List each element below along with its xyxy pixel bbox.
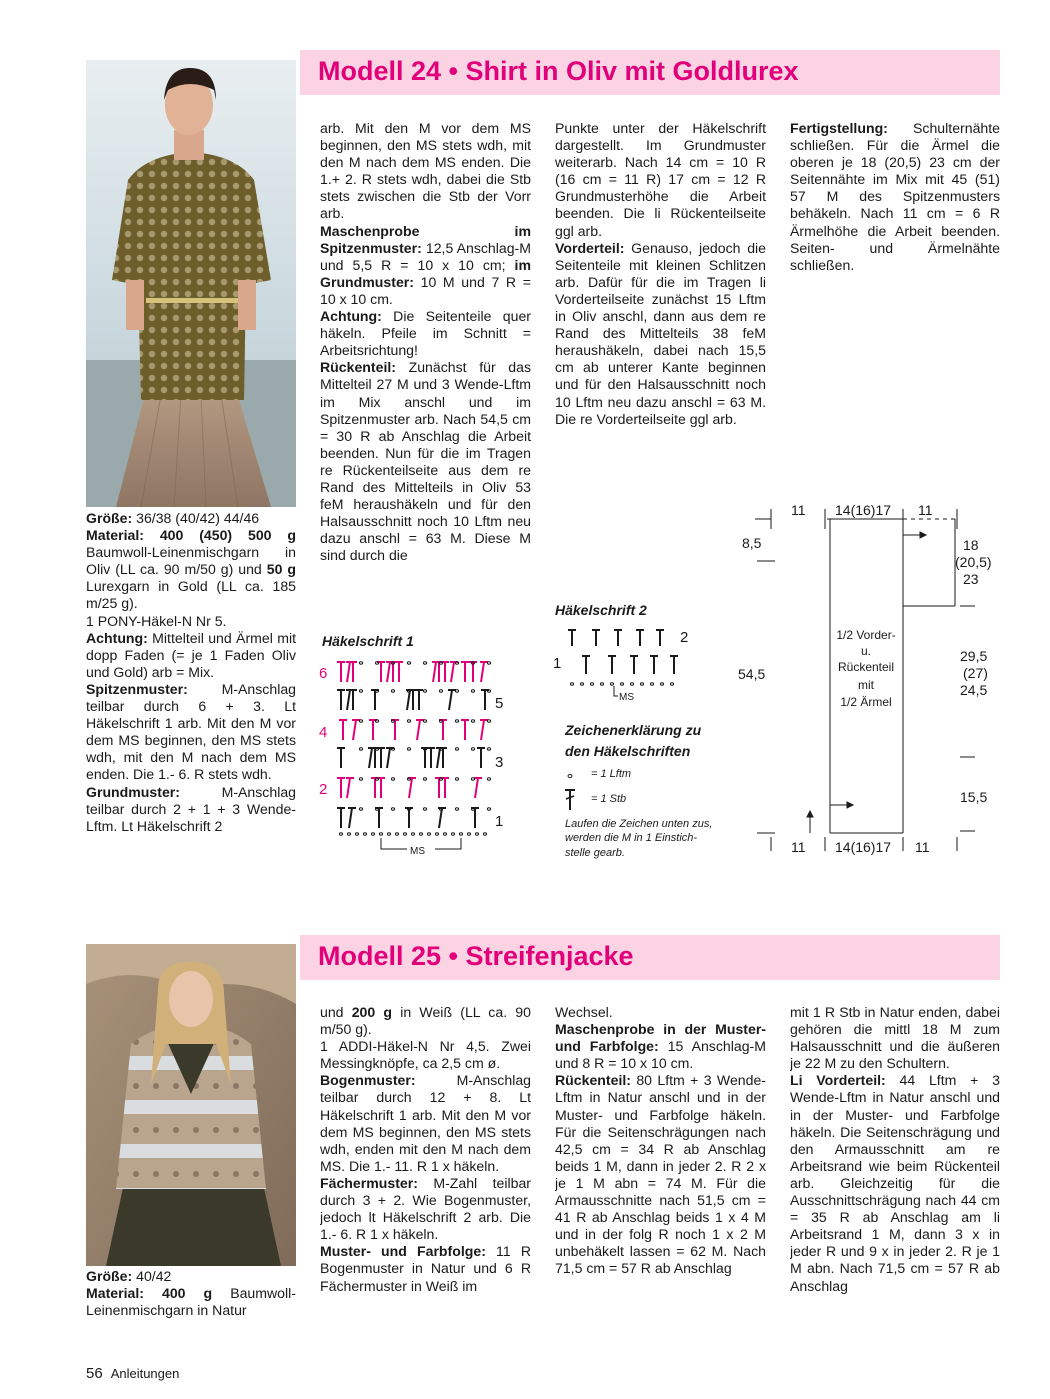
m25c1-p0: Größe: 40/42 bbox=[86, 1268, 172, 1284]
sch-right-sleeve-3: 23 bbox=[963, 571, 979, 587]
stitch-symbol bbox=[437, 748, 440, 768]
chain-symbol bbox=[407, 748, 410, 750]
stitch-symbol bbox=[407, 690, 410, 710]
chain-symbol bbox=[471, 690, 474, 692]
chart1-row-1: 1 bbox=[495, 813, 504, 830]
chain-symbol bbox=[455, 748, 458, 750]
chain-symbol bbox=[359, 748, 362, 750]
sch-bottom-mid: 14(16)17 bbox=[835, 839, 892, 855]
legend-lftm: = 1 Lftm bbox=[591, 768, 632, 780]
sch-top-left: 11 bbox=[791, 502, 806, 518]
model25-column-4 bbox=[790, 1004, 1000, 1324]
stitch-symbol bbox=[451, 662, 454, 682]
stitch-symbol bbox=[369, 748, 372, 768]
chart2-title: Häkelschrift 2 bbox=[555, 602, 647, 618]
chart2-row-2: 2 bbox=[680, 629, 689, 646]
legend-stb: = 1 Stb bbox=[591, 793, 627, 805]
chain-symbol bbox=[610, 683, 613, 685]
chart1-title: Häkelschrift 1 bbox=[322, 633, 414, 649]
chart1-row-labels-right bbox=[495, 695, 503, 830]
chain-symbol bbox=[487, 720, 490, 722]
sch-center-3: Rückenteil bbox=[837, 660, 895, 674]
chain-symbol bbox=[487, 778, 490, 780]
stitch-symbol bbox=[439, 808, 442, 828]
chain-symbol bbox=[439, 690, 442, 692]
sch-right-low: 15,5 bbox=[960, 789, 988, 805]
stitch-symbol bbox=[387, 662, 390, 682]
chain-symbol bbox=[371, 833, 374, 835]
crochet-chart-2 bbox=[550, 598, 750, 708]
model24-column-3 bbox=[555, 120, 766, 475]
chart1-row-2: 2 bbox=[319, 781, 328, 798]
m24c1-p4: Spitzenmuster: M-Anschlag teilbar durch 6 + 3. Lt Häkelschrift 1 arb. Mit den M vor dem MS beginnen, den MS stets wdh, mit den M nach dem MS enden. Die 1.- 6. R stets wdh. bbox=[86, 680, 296, 783]
chain-symbol bbox=[590, 683, 593, 685]
legend-title-2: den Häkelschriften bbox=[565, 743, 691, 759]
chart1-row-labels-left bbox=[319, 665, 327, 798]
chain-symbol bbox=[391, 778, 394, 780]
model24-photo bbox=[86, 60, 296, 507]
legend-note-3: stelle gearb. bbox=[565, 847, 625, 859]
m24c1-p2: 1 PONY-Häkel-N Nr 5. bbox=[86, 612, 227, 629]
symbol-legend bbox=[560, 718, 760, 863]
stitch-symbol bbox=[349, 808, 352, 828]
chain-symbol bbox=[650, 683, 653, 685]
sch-bottom-left: 11 bbox=[791, 839, 806, 855]
sch-center-2: u. bbox=[860, 644, 872, 658]
chain-symbol bbox=[391, 808, 394, 810]
garment-schematic bbox=[735, 495, 1015, 860]
model25-column-3 bbox=[555, 1004, 766, 1324]
chain-symbol bbox=[580, 683, 583, 685]
model24-title: Modell 24 • Shirt in Oliv mit Goldlurex bbox=[318, 56, 799, 86]
stitch-symbol bbox=[449, 690, 452, 710]
chain-symbol bbox=[630, 683, 633, 685]
sch-center-5: 1/2 Ärmel bbox=[840, 695, 892, 709]
chain-symbol bbox=[451, 833, 454, 835]
stitch-symbol bbox=[481, 662, 484, 682]
double-crochet-icon bbox=[565, 790, 575, 810]
chain-symbol bbox=[359, 808, 362, 810]
chain-symbol bbox=[660, 683, 663, 685]
chain-symbol bbox=[427, 833, 430, 835]
chain-symbol bbox=[423, 808, 426, 810]
sch-right-sleeve-1: 18 bbox=[963, 537, 979, 553]
chain-symbol bbox=[600, 683, 603, 685]
chain-symbol bbox=[455, 690, 458, 692]
m25c1-p1: Material: 400 g Baumwoll-Leinenmischgarn in Natur bbox=[86, 1285, 296, 1319]
model24-column-1 bbox=[86, 510, 296, 860]
chain-symbol bbox=[471, 720, 474, 722]
chain-symbol bbox=[407, 720, 410, 722]
chain-symbol bbox=[467, 833, 470, 835]
chain-symbol bbox=[359, 662, 362, 664]
model24-title-banner bbox=[300, 50, 1000, 95]
sch-right-sleeve-2: (20,5) bbox=[955, 554, 992, 570]
chain-symbol bbox=[483, 833, 486, 835]
sch-left-upper: 8,5 bbox=[742, 535, 762, 551]
m24c2-p1: Maschenprobe im Spitzenmuster: 12,5 Anschlag-M und 5,5 R = 10 x 10 cm; im Grundmuster: 10 M und 7 R = 10 x 10 cm. bbox=[320, 222, 531, 307]
sch-center-1: 1/2 Vorder- bbox=[836, 628, 896, 642]
chain-symbol bbox=[455, 778, 458, 780]
model25-photo bbox=[86, 944, 296, 1266]
chart1-row-3: 3 bbox=[495, 754, 504, 771]
stitch-symbol bbox=[417, 720, 420, 740]
chain-symbol bbox=[455, 720, 458, 722]
m24c2-p3: Rückenteil: Zunächst für das Mittelteil 27 M und 3 Wende-Lftm im Mix anschl und im Spitzenmuster arb. Nach 54,5 cm = 30 R ab Anschlag die Arbeit beenden. Nun für die im Tragen re Rückenteilseite aus dem re Rand des Mittelteils in Oliv 53 feM heraushäkeln und für den Halsausschnitt noch 10 Lftm neu dazu anschl = 63 M. Diese M sind durch die bbox=[320, 359, 531, 564]
legend-note-1: Laufen die Zeichen unten zus, bbox=[565, 818, 713, 830]
sch-top-right: 11 bbox=[918, 502, 933, 518]
photo-woman-olive-lace-shirt-icon bbox=[86, 60, 296, 507]
section-name: Anleitungen bbox=[110, 1366, 180, 1381]
m25c3-p1: Maschenprobe in der Muster- und Farbfolge: 15 Anschlag-M und 8 R = 10 x 10 cm. bbox=[555, 1021, 766, 1072]
m25c4-p1: Li Vorderteil: 44 Lftm + 3 Wende-Lftm in Natur anschl und in der Muster- und Farbfolge häkeln. Die Seitenschrägung und den Armausschnitt am re Arbeitsrand wie beim Rückenteil arb. Gleichzeitig für die Ausschnittschrägung nach 44 cm = 35 R ab Anschlag am li Arbeitsrand 1 M, dann 3 x in jeder R und 9 x in jeder 2. R je 1 M abn. Nach 71,5 cm = 57 R ab Anschlag bbox=[790, 1072, 1000, 1294]
chain-symbol bbox=[379, 833, 382, 835]
chain-symbol bbox=[487, 808, 490, 810]
chart1-stitch-symbols bbox=[337, 662, 491, 835]
chart1-row-4: 4 bbox=[319, 724, 328, 741]
stitch-symbol bbox=[353, 720, 356, 740]
model25-column-1 bbox=[86, 1268, 296, 1323]
chain-symbol bbox=[407, 662, 410, 664]
sch-right-mid-3: 24,5 bbox=[960, 682, 988, 698]
m24c1-p5: Grundmuster: M-Anschlag teilbar durch 2 + 1 + 3 Wende-Lftm. Lt Häkelschrift 2 bbox=[86, 783, 296, 834]
m24c1-p0: Größe: 36/38 (40/42) 44/46 bbox=[86, 510, 260, 526]
m24c3-p1: Vorderteil: Genauso, jedoch die Seitenteile mit kleinen Schlitzen arb. Dafür für die im Tragen li Vorderteilseite zunächst 15 Lftm in Oliv anschl, dann aus dem re Rand des Mittelteils 38 feM heraushäkeln, dabei nach 15,5 cm ab unterer Kante beginnen und für den Halsausschnitt noch 10 Lftm neu dazu anschl = 63 M. Die re Vorderteilseite ggl arb. bbox=[555, 239, 766, 427]
chain-symbol bbox=[423, 720, 426, 722]
m25c2-p1: 1 ADDI-Häkel-N Nr 4,5. Zwei Messingknöpfe, ca 2,5 cm ø. bbox=[320, 1038, 531, 1072]
legend-note-2: werden die M in 1 Einstich- bbox=[565, 832, 698, 844]
chain-symbol bbox=[570, 683, 573, 685]
chain-symbol bbox=[347, 833, 350, 835]
page-number: 56 bbox=[86, 1365, 103, 1382]
chain-symbol bbox=[471, 778, 474, 780]
m25c3-p2: Rückenteil: 80 Lftm + 3 Wende-Lftm in Natur anschl und in der Muster- und Farbfolge häkeln. Für die Seitenschrägungen nach 42,5 cm = 34 R ab Anschlag beids 1 M, dann in jeder 2. R 2 x je 1 M abn = 74 M. Für die Armausschnitte nach 51,5 cm = 41 R ab Anschlag beids 1 x 4 M und in der folg R noch 1 x 2 M unbehäkelt lassen = 62 M. Nach 71,5 cm = 57 R ab Anschlag bbox=[555, 1072, 766, 1277]
sch-bottom-right: 11 bbox=[915, 839, 930, 855]
sch-top-mid: 14(16)17 bbox=[835, 502, 892, 518]
chart1-row-5: 5 bbox=[495, 695, 504, 712]
m25c2-p3: Fächermuster: M-Zahl teilbar durch 3 + 2. Wie Bogenmuster, jedoch lt Häkelschrift 2 arb. Die 1.- 6. R 1 x häkeln. bbox=[320, 1174, 531, 1243]
chain-symbol bbox=[363, 833, 366, 835]
sch-center-4: mit bbox=[858, 678, 874, 692]
m25c4-p0: mit 1 R Stb in Natur enden, dabei gehören die mittl 18 M zum Halsausschnitt und die äußeren je 22 M zu den Schultern. bbox=[790, 1004, 1000, 1072]
m24c2-p0: arb. Mit den M vor dem MS beginnen, den MS stets wdh, mit den M nach dem MS enden. Die 1.+ 2. R stets wdh, dabei die Stb stets zwischen die Stb der Vorr arb. bbox=[320, 120, 531, 222]
crochet-chart-1 bbox=[315, 628, 520, 863]
chart1-row-6: 6 bbox=[319, 665, 328, 682]
chain-symbol bbox=[339, 833, 342, 835]
stitch-symbol bbox=[475, 778, 478, 798]
chain-symbol bbox=[487, 662, 490, 664]
legend-title-1: Zeichenerklärung zu bbox=[565, 722, 702, 738]
chain-symbol bbox=[455, 808, 458, 810]
sch-right-mid-2: (27) bbox=[963, 665, 988, 681]
chain-symbol bbox=[387, 833, 390, 835]
chain-symbol bbox=[359, 690, 362, 692]
m24c3-p0: Punkte unter der Häkelschrift dargestellt. Im Grundmuster weiterarb. Nach 14 cm = 10 R (16 cm = 11 R) 17 cm = 12 R Grundmusterhöhe die Arbeit beenden. Die li Rückenteilseite ggl arb. bbox=[555, 120, 766, 239]
chart2-repeat-label: MS bbox=[619, 692, 634, 703]
stitch-symbol bbox=[409, 778, 412, 798]
m24c1-p1: Material: 400 (450) 500 g Baumwoll-Leinenmischgarn in Oliv (LL ca. 90 m/50 g) und 50 g Lurexgarn in Gold (LL ca. 185 m/25 g). bbox=[86, 527, 296, 612]
model25-title-banner bbox=[300, 935, 1000, 980]
chain-symbol bbox=[670, 683, 673, 685]
chart2-stitch-symbols bbox=[568, 630, 678, 685]
chain-symbol bbox=[443, 833, 446, 835]
model24-column-2 bbox=[320, 120, 531, 585]
m25c3-p0: Wechsel. bbox=[555, 1004, 613, 1020]
page-footer bbox=[86, 1365, 179, 1382]
chain-symbol bbox=[471, 748, 474, 750]
sch-left-main: 54,5 bbox=[738, 666, 766, 682]
chain-symbol bbox=[419, 833, 422, 835]
chain-symbol bbox=[435, 833, 438, 835]
chart2-repeat-bracket bbox=[614, 686, 618, 696]
m24c4-p0: Fertigstellung: Schulternähte schließen. Für die Ärmel die oberen je 18 (20,5) 23 cm der Seitennähte im Mix mit 45 (51) 57 M des Spitzenmusters behäkeln. Nach 11 cm = 6 R Ärmelhöhe die Arbeit beenden. Seiten- und Ärmelnähte schließen. bbox=[790, 120, 1000, 273]
chain-symbol bbox=[475, 833, 478, 835]
chart1-repeat-label: MS bbox=[410, 846, 425, 857]
stitch-symbol bbox=[347, 662, 350, 682]
chain-symbol bbox=[403, 833, 406, 835]
chain-symbol bbox=[423, 778, 426, 780]
m24c1-p3: Achtung: Mittelteil und Ärmel mit dopp Faden (= je 1 Faden Oliv und Gold) arb = Mix. bbox=[86, 629, 296, 680]
sch-right-mid-1: 29,5 bbox=[960, 648, 988, 664]
m25c2-p4: Muster- und Farbfolge: 11 R Bogenmuster in Natur und 6 R Fächermuster in Weiß im bbox=[320, 1243, 531, 1294]
chain-symbol bbox=[359, 720, 362, 722]
model24-column-4 bbox=[790, 120, 1000, 290]
model25-title: Modell 25 • Streifenjacke bbox=[318, 941, 634, 971]
model25-column-2 bbox=[320, 1004, 531, 1324]
stitch-symbol bbox=[433, 662, 436, 682]
m25c2-p2: Bogenmuster: M-Anschlag teilbar durch 12 + 8. Lt Häkelschrift 1 arb. Mit den M vor dem MS beginnen, den MS stets wdh, enden mit den M nach dem MS. Die 1.- 11. R 1 x häkeln. bbox=[320, 1072, 531, 1174]
chain-symbol bbox=[423, 690, 426, 692]
chain-symbol bbox=[391, 690, 394, 692]
stitch-symbol bbox=[481, 720, 484, 740]
chain-symbol bbox=[423, 662, 426, 664]
chain-symbol bbox=[411, 833, 414, 835]
chart2-row-1: 1 bbox=[553, 655, 562, 672]
chain-symbol bbox=[359, 778, 362, 780]
chain-symbol bbox=[355, 833, 358, 835]
stitch-symbol bbox=[387, 748, 390, 768]
chain-symbol bbox=[459, 833, 462, 835]
chain-symbol bbox=[395, 833, 398, 835]
chain-symbol bbox=[620, 683, 623, 685]
stitch-symbol bbox=[347, 690, 350, 710]
chain-stitch-icon bbox=[568, 775, 572, 778]
m25c2-p0: und 200 g in Weiß (LL ca. 90 m/50 g). bbox=[320, 1004, 531, 1038]
stitch-symbol bbox=[347, 778, 350, 798]
photo-woman-striped-jacket-icon bbox=[86, 944, 296, 1266]
chain-symbol bbox=[640, 683, 643, 685]
m24c2-p2: Achtung: Die Seitenteile quer häkeln. Pfeile im Schnitt = Arbeitsrichtung! bbox=[320, 308, 531, 359]
chain-symbol bbox=[487, 748, 490, 750]
